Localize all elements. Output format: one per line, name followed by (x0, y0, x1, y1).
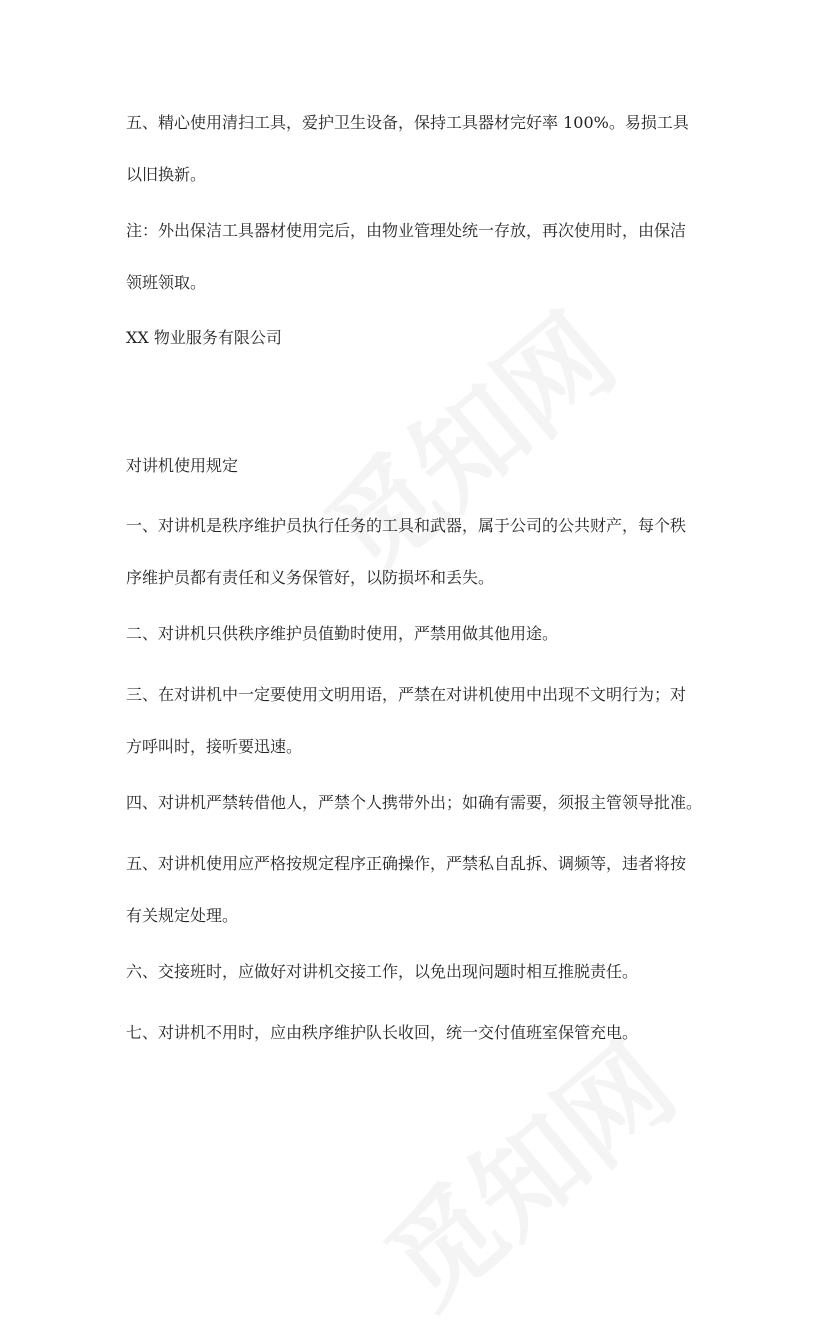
paragraph-line: 注：外出保洁工具器材使用完后，由物业管理处统一存放，再次使用时，由保洁 (126, 221, 687, 240)
watermark (348, 1002, 702, 1335)
paragraph-line: 六、交接班时，应做好对讲机交接工作，以免出现问题时相互推脱责任。 (126, 962, 639, 981)
paragraph-line: 五、精心使用清扫工具，爱护卫生设备，保持工具器材完好率 100%。易损工具 (126, 113, 689, 132)
paragraph-line: 有关规定处理。 (126, 906, 239, 925)
section-title (126, 453, 716, 478)
company-name (126, 325, 716, 350)
paragraph-line: 领班领取。 (126, 273, 207, 292)
rule-5 (126, 851, 716, 928)
paragraph-line: 对讲机使用规定 (126, 456, 239, 475)
rule-3 (126, 682, 716, 759)
paragraph-line: 五、对讲机使用应严格按规定程序正确操作，严禁私自乱拆、调频等，违者将按 (126, 854, 687, 873)
paragraph-line: 三、在对讲机中一定要使用文明用语，严禁在对讲机使用中出现不文明行为；对 (126, 685, 687, 704)
paragraph-line: XX 物业服务有限公司 (126, 328, 282, 347)
paragraph-line: 二、对讲机只供秩序维护员值勤时使用，严禁用做其他用途。 (126, 624, 559, 643)
rule-4 (126, 790, 716, 815)
paragraph-note (126, 218, 716, 295)
paragraph-tools-care (126, 110, 716, 187)
rule-6 (126, 959, 716, 984)
paragraph-line: 以旧换新。 (126, 165, 207, 184)
rule-7 (126, 1020, 716, 1045)
paragraph-line: 四、对讲机严禁转借他人，严禁个人携带外出；如确有需要，须报主管领导批准。 (126, 793, 703, 812)
paragraph-line: 序维护员都有责任和义务保管好，以防损坏和丢失。 (126, 568, 495, 587)
paragraph-line: 方呼叫时，接听要迅速。 (126, 737, 303, 756)
paragraph-line: 七、对讲机不用时，应由秩序维护队长收回，统一交付值班室保管充电。 (126, 1023, 639, 1042)
rule-1 (126, 513, 716, 590)
paragraph-line: 一、对讲机是秩序维护员执行任务的工具和武器，属于公司的公共财产，每个秩 (126, 516, 687, 535)
rule-2 (126, 621, 716, 646)
